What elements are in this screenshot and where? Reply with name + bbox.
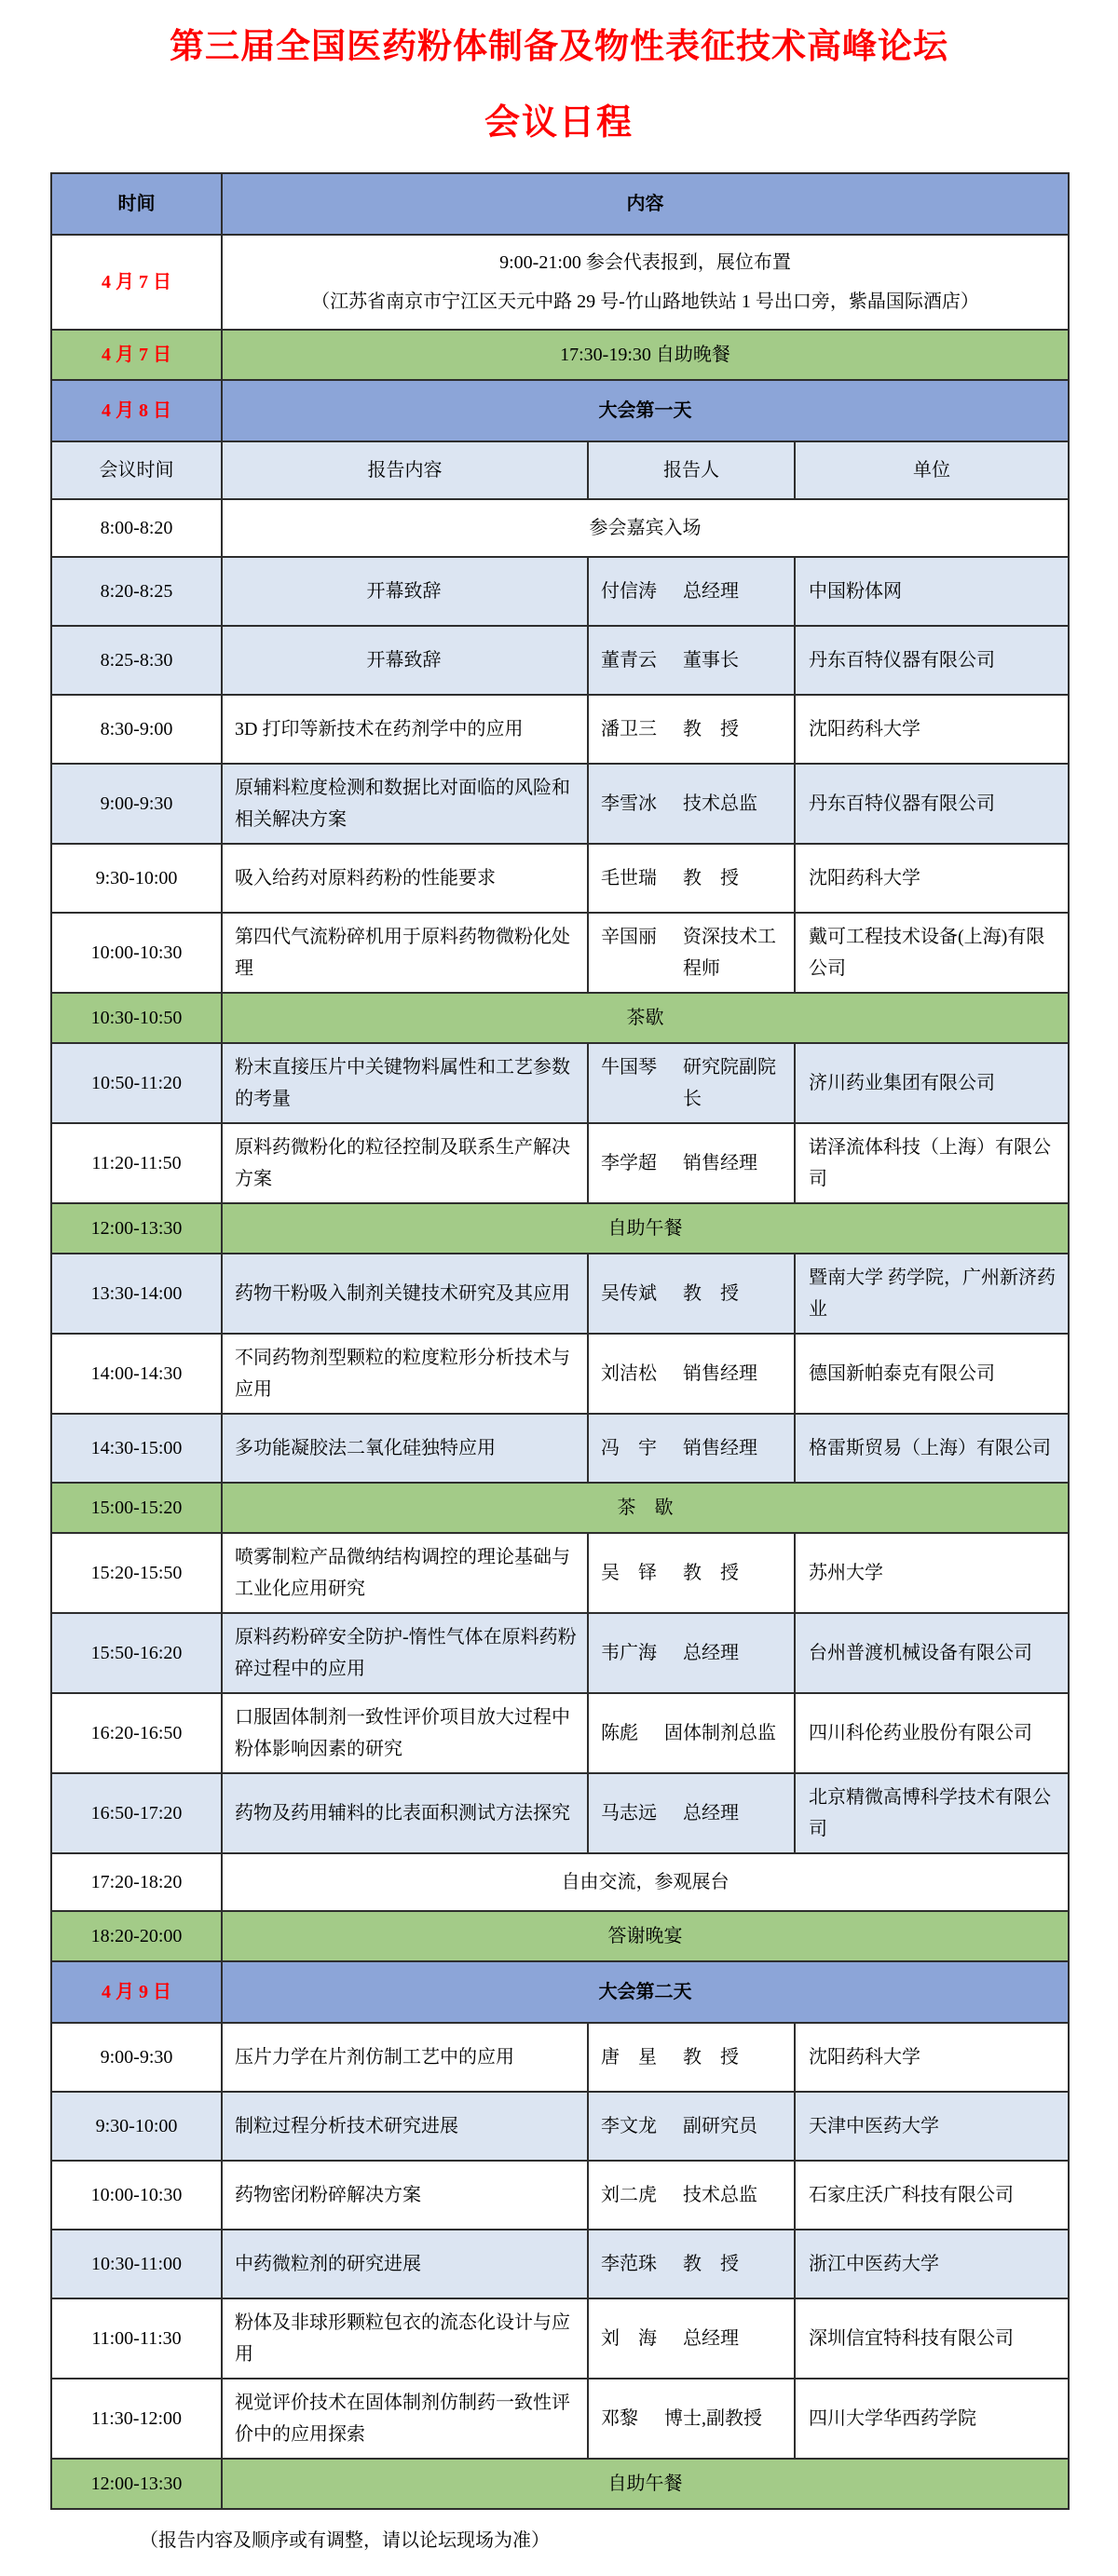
columns-header-row (51, 441, 1069, 499)
talk-title-cell: 药物干粉吸入制剂关键技术研究及其应用 (222, 1254, 588, 1334)
organization-cell: 戴可工程技术设备(上海)有限公司 (795, 913, 1069, 993)
time-cell: 15:50-16:20 (51, 1613, 222, 1693)
organization-cell: 深圳信宜特科技有限公司 (795, 2298, 1069, 2379)
organization-cell: 北京精微高博科学技术有限公司 (795, 1773, 1069, 1853)
speaker-name: 李雪冰 (601, 793, 657, 815)
organization-cell: 丹东百特仪器有限公司 (795, 626, 1069, 695)
time-cell: 18:20-20:00 (51, 1911, 222, 1961)
talk-row (51, 764, 1069, 844)
time-cell: 4 月 8 日 (51, 380, 222, 441)
time-cell: 9:00-9:30 (51, 2023, 222, 2092)
talk-title-cell: 粉体及非球形颗粒包衣的流态化设计与应用 (222, 2298, 588, 2379)
talk-title-cell: 原料药粉碎安全防护-惰性气体在原料药粉碎过程中的应用 (222, 1613, 588, 1693)
organization-cell: 四川科伦药业股份有限公司 (795, 1693, 1069, 1773)
speaker-job-title: 教 授 (683, 719, 739, 740)
header-time-label: 时间 (51, 173, 222, 235)
time-cell: 15:20-15:50 (51, 1533, 222, 1613)
section-row (51, 380, 1069, 441)
time-cell: 4 月 9 日 (51, 1961, 222, 2023)
section-label-cell: 答谢晚宴 (222, 1911, 1069, 1961)
organization-cell: 丹东百特仪器有限公司 (795, 764, 1069, 844)
speaker (601, 713, 788, 745)
speaker-job-title: 固体制剂总监 (664, 1723, 776, 1744)
section-row (51, 1853, 1069, 1911)
talk-title-cell: 3D 打印等新技术在药剂学中的应用 (222, 695, 588, 764)
section-row (51, 235, 1069, 330)
time-cell: 14:30-15:00 (51, 1414, 222, 1483)
section-label-cell: 自助午餐 (222, 2459, 1069, 2509)
speaker-job-title: 销售经理 (683, 1363, 757, 1385)
speaker-name: 辛国丽 (601, 927, 657, 948)
talk-title-cell: 制粒过程分析技术研究进展 (222, 2092, 588, 2161)
talk-title-cell: 药物及药用辅料的比表面积测试方法探究 (222, 1773, 588, 1853)
speaker (601, 576, 788, 607)
section-label-cell: 大会第二天 (222, 1961, 1069, 2023)
organization-cell: 沈阳药科大学 (795, 695, 1069, 764)
speaker-cell (588, 626, 795, 695)
talk-row (51, 1773, 1069, 1853)
talk-row (51, 557, 1069, 626)
section-label-cell: 参会嘉宾入场 (222, 499, 1069, 557)
speaker-cell (588, 2230, 795, 2298)
organization-cell: 格雷斯贸易（上海）有限公司 (795, 1414, 1069, 1483)
talk-row (51, 1334, 1069, 1414)
time-cell: 11:30-12:00 (51, 2379, 222, 2459)
talk-row (51, 2230, 1069, 2298)
speaker-name: 邓黎 (601, 2408, 638, 2430)
time-cell: 13:30-14:00 (51, 1254, 222, 1334)
time-cell: 9:00-9:30 (51, 764, 222, 844)
speaker-job-title: 博士,副教授 (664, 2408, 762, 2430)
speaker-name: 吴传斌 (601, 1283, 657, 1305)
speaker-job-title: 董事长 (683, 650, 739, 671)
speaker (601, 2041, 788, 2073)
speaker-name: 韦广海 (601, 1643, 657, 1664)
time-cell: 16:50-17:20 (51, 1773, 222, 1853)
speaker-job-title: 研究院副院长 (683, 1057, 776, 1110)
speaker-name: 马志远 (601, 1803, 657, 1824)
time-cell: 4 月 7 日 (51, 235, 222, 330)
speaker-cell (588, 2379, 795, 2459)
talk-title-cell: 第四代气流粉碎机用于原料药物微粉化处理 (222, 913, 588, 993)
talk-row (51, 2298, 1069, 2379)
time-cell: 10:50-11:20 (51, 1043, 222, 1123)
talk-title-cell: 开幕致辞 (222, 626, 588, 695)
time-cell: 15:00-15:20 (51, 1483, 222, 1533)
talk-row (51, 2023, 1069, 2092)
speaker-name: 潘卫三 (601, 719, 657, 740)
info-line: （江苏省南京市宁江区天元中路 29 号-竹山路地铁站 1 号出口旁，紫晶国际酒店） (311, 291, 979, 313)
speaker-cell (588, 2023, 795, 2092)
speaker-job-title: 技术总监 (683, 2185, 757, 2206)
speaker-job-title: 总经理 (683, 1643, 739, 1664)
talk-row (51, 1693, 1069, 1773)
speaker (601, 862, 788, 894)
speaker-cell (588, 1043, 795, 1123)
speaker (601, 1147, 788, 1179)
talk-title-cell: 原辅料粒度检测和数据比对面临的风险和相关解决方案 (222, 764, 588, 844)
speaker-cell (588, 1414, 795, 1483)
organization-cell: 苏州大学 (795, 1533, 1069, 1613)
speaker-cell (588, 844, 795, 913)
speaker-cell (588, 1693, 795, 1773)
section-label-cell: 大会第一天 (222, 380, 1069, 441)
header-content-label: 内容 (222, 173, 1069, 235)
speaker (601, 2323, 788, 2354)
speaker (601, 1557, 788, 1589)
info-line: 9:00-21:00 参会代表报到，展位布置 (499, 252, 791, 274)
section-row (51, 499, 1069, 557)
speaker (601, 1051, 788, 1115)
speaker (601, 1432, 788, 1464)
organization-cell: 暨南大学 药学院，广州新济药业 (795, 1254, 1069, 1334)
organization-cell: 中国粉体网 (795, 557, 1069, 626)
talk-title-cell: 视觉评价技术在固体制剂仿制药一致性评价中的应用探索 (222, 2379, 588, 2459)
talk-title-cell: 原料药微粉化的粒径控制及联系生产解决方案 (222, 1123, 588, 1203)
talk-row (51, 2161, 1069, 2230)
time-cell: 17:20-18:20 (51, 1853, 222, 1911)
time-cell: 10:00-10:30 (51, 2161, 222, 2230)
speaker-name: 刘 海 (601, 2328, 657, 2350)
time-cell: 11:00-11:30 (51, 2298, 222, 2379)
time-cell: 4 月 7 日 (51, 330, 222, 380)
speaker (601, 788, 788, 820)
speaker-cell (588, 2298, 795, 2379)
speaker-job-title: 总经理 (683, 2328, 739, 2350)
talk-row (51, 1613, 1069, 1693)
speaker-cell (588, 1773, 795, 1853)
speaker (601, 644, 788, 676)
talk-row (51, 1123, 1069, 1203)
talk-row (51, 626, 1069, 695)
time-cell: 12:00-13:30 (51, 1203, 222, 1254)
speaker-job-title: 副研究员 (683, 2116, 757, 2137)
speaker-job-title: 总经理 (683, 1803, 739, 1824)
speaker-cell (588, 2092, 795, 2161)
talk-row (51, 2092, 1069, 2161)
section-row (51, 330, 1069, 380)
organization-cell: 沈阳药科大学 (795, 2023, 1069, 2092)
speaker-job-title: 总经理 (683, 581, 739, 603)
speaker-name: 刘二虎 (601, 2185, 657, 2206)
speaker-cell (588, 1533, 795, 1613)
organization-cell: 石家庄沃广科技有限公司 (795, 2161, 1069, 2230)
talk-title-cell: 多功能凝胶法二氧化硅独特应用 (222, 1414, 588, 1483)
speaker (601, 1358, 788, 1390)
column-header: 报告人 (588, 441, 795, 499)
talk-title-cell: 中药微粒剂的研究进展 (222, 2230, 588, 2298)
organization-cell: 德国新帕泰克有限公司 (795, 1334, 1069, 1414)
speaker-name: 毛世瑞 (601, 868, 657, 889)
section-label-cell: 17:30-19:30 自助晚餐 (222, 330, 1069, 380)
speaker (601, 2248, 788, 2280)
section-label-cell: 茶歇 (222, 993, 1069, 1043)
talk-row (51, 913, 1069, 993)
organization-cell: 诺泽流体科技（上海）有限公司 (795, 1123, 1069, 1203)
speaker-job-title: 教 授 (683, 1283, 739, 1305)
section-row (51, 1961, 1069, 2023)
time-cell: 8:30-9:00 (51, 695, 222, 764)
section-row (51, 1911, 1069, 1961)
speaker (601, 2179, 788, 2211)
schedule-table (50, 172, 1070, 2510)
speaker-name: 付信涛 (601, 581, 657, 603)
section-row (51, 2459, 1069, 2509)
time-cell: 16:20-16:50 (51, 1693, 222, 1773)
page-title: 第三届全国医药粉体制备及物性表征技术高峰论坛 (170, 28, 948, 66)
organization-cell: 济川药业集团有限公司 (795, 1043, 1069, 1123)
time-cell: 8:00-8:20 (51, 499, 222, 557)
speaker-name: 李学超 (601, 1153, 657, 1174)
speaker-cell (588, 1254, 795, 1334)
speaker-cell (588, 2161, 795, 2230)
speaker-name: 唐 星 (601, 2047, 657, 2068)
talk-title-cell: 口服固体制剂一致性评价项目放大过程中粉体影响因素的研究 (222, 1693, 588, 1773)
talk-row (51, 695, 1069, 764)
speaker (601, 1637, 788, 1669)
section-row (51, 993, 1069, 1043)
speaker (601, 1278, 788, 1309)
time-cell: 8:25-8:30 (51, 626, 222, 695)
speaker (601, 2403, 788, 2434)
speaker-job-title: 教 授 (683, 2047, 739, 2068)
talk-row (51, 1533, 1069, 1613)
speaker-job-title: 技术总监 (683, 793, 757, 815)
organization-cell: 沈阳药科大学 (795, 844, 1069, 913)
time-cell: 9:30-10:00 (51, 2092, 222, 2161)
speaker (601, 1717, 788, 1749)
time-cell: 8:20-8:25 (51, 557, 222, 626)
organization-cell: 四川大学华西药学院 (795, 2379, 1069, 2459)
time-cell: 10:00-10:30 (51, 913, 222, 993)
page-subtitle: 会议日程 (484, 103, 634, 143)
speaker-cell (588, 1613, 795, 1693)
speaker-job-title: 资深技术工程师 (683, 927, 776, 980)
speaker (601, 921, 788, 984)
table-header-row (51, 173, 1069, 235)
section-label-cell: 自助午餐 (222, 1203, 1069, 1254)
column-header: 单位 (795, 441, 1069, 499)
column-header: 报告内容 (222, 441, 588, 499)
speaker (601, 2110, 788, 2142)
speaker-cell (588, 913, 795, 993)
section-row (51, 1203, 1069, 1254)
speaker-name: 牛国琴 (601, 1057, 657, 1078)
speaker-name: 冯 宇 (601, 1438, 657, 1459)
speaker-cell (588, 764, 795, 844)
speaker (601, 1797, 788, 1829)
speaker-cell (588, 1123, 795, 1203)
time-cell: 14:00-14:30 (51, 1334, 222, 1414)
talk-title-cell: 粉末直接压片中关键物料属性和工艺参数的考量 (222, 1043, 588, 1123)
info-cell (222, 235, 1069, 330)
time-cell: 10:30-10:50 (51, 993, 222, 1043)
column-header: 会议时间 (51, 441, 222, 499)
speaker-job-title: 教 授 (683, 868, 739, 889)
speaker-name: 李文龙 (601, 2116, 657, 2137)
talk-title-cell: 开幕致辞 (222, 557, 588, 626)
section-label-cell: 自由交流，参观展台 (222, 1853, 1069, 1911)
speaker-job-title: 教 授 (683, 2254, 739, 2275)
section-label-cell: 茶 歇 (222, 1483, 1069, 1533)
speaker-name: 刘洁松 (601, 1363, 657, 1385)
speaker-job-title: 教 授 (683, 1563, 739, 1584)
speaker-cell (588, 695, 795, 764)
section-row (51, 1483, 1069, 1533)
speaker-job-title: 销售经理 (683, 1153, 757, 1174)
talk-row (51, 844, 1069, 913)
speaker-cell (588, 1334, 795, 1414)
talk-row (51, 2379, 1069, 2459)
speaker-name: 陈彪 (601, 1723, 638, 1744)
time-cell: 11:20-11:50 (51, 1123, 222, 1203)
time-cell: 12:00-13:30 (51, 2459, 222, 2509)
organization-cell: 浙江中医药大学 (795, 2230, 1069, 2298)
talk-title-cell: 吸入给药对原料药粉的性能要求 (222, 844, 588, 913)
speaker-name: 李范珠 (601, 2254, 657, 2275)
talk-title-cell: 压片力学在片剂仿制工艺中的应用 (222, 2023, 588, 2092)
time-cell: 10:30-11:00 (51, 2230, 222, 2298)
organization-cell: 台州普渡机械设备有限公司 (795, 1613, 1069, 1693)
talk-title-cell: 不同药物剂型颗粒的粒度粒形分析技术与应用 (222, 1334, 588, 1414)
organization-cell: 天津中医药大学 (795, 2092, 1069, 2161)
speaker-name: 董青云 (601, 650, 657, 671)
talk-title-cell: 喷雾制粒产品微纳结构调控的理论基础与工业化应用研究 (222, 1533, 588, 1613)
speaker-job-title: 销售经理 (683, 1438, 757, 1459)
talk-title-cell: 药物密闭粉碎解决方案 (222, 2161, 588, 2230)
talk-row (51, 1414, 1069, 1483)
footer-note: （报告内容及顺序或有调整，请以论坛现场为准） (140, 2530, 550, 2552)
time-cell: 9:30-10:00 (51, 844, 222, 913)
talk-row (51, 1043, 1069, 1123)
speaker-name: 吴 铎 (601, 1563, 657, 1584)
speaker-cell (588, 557, 795, 626)
talk-row (51, 1254, 1069, 1334)
